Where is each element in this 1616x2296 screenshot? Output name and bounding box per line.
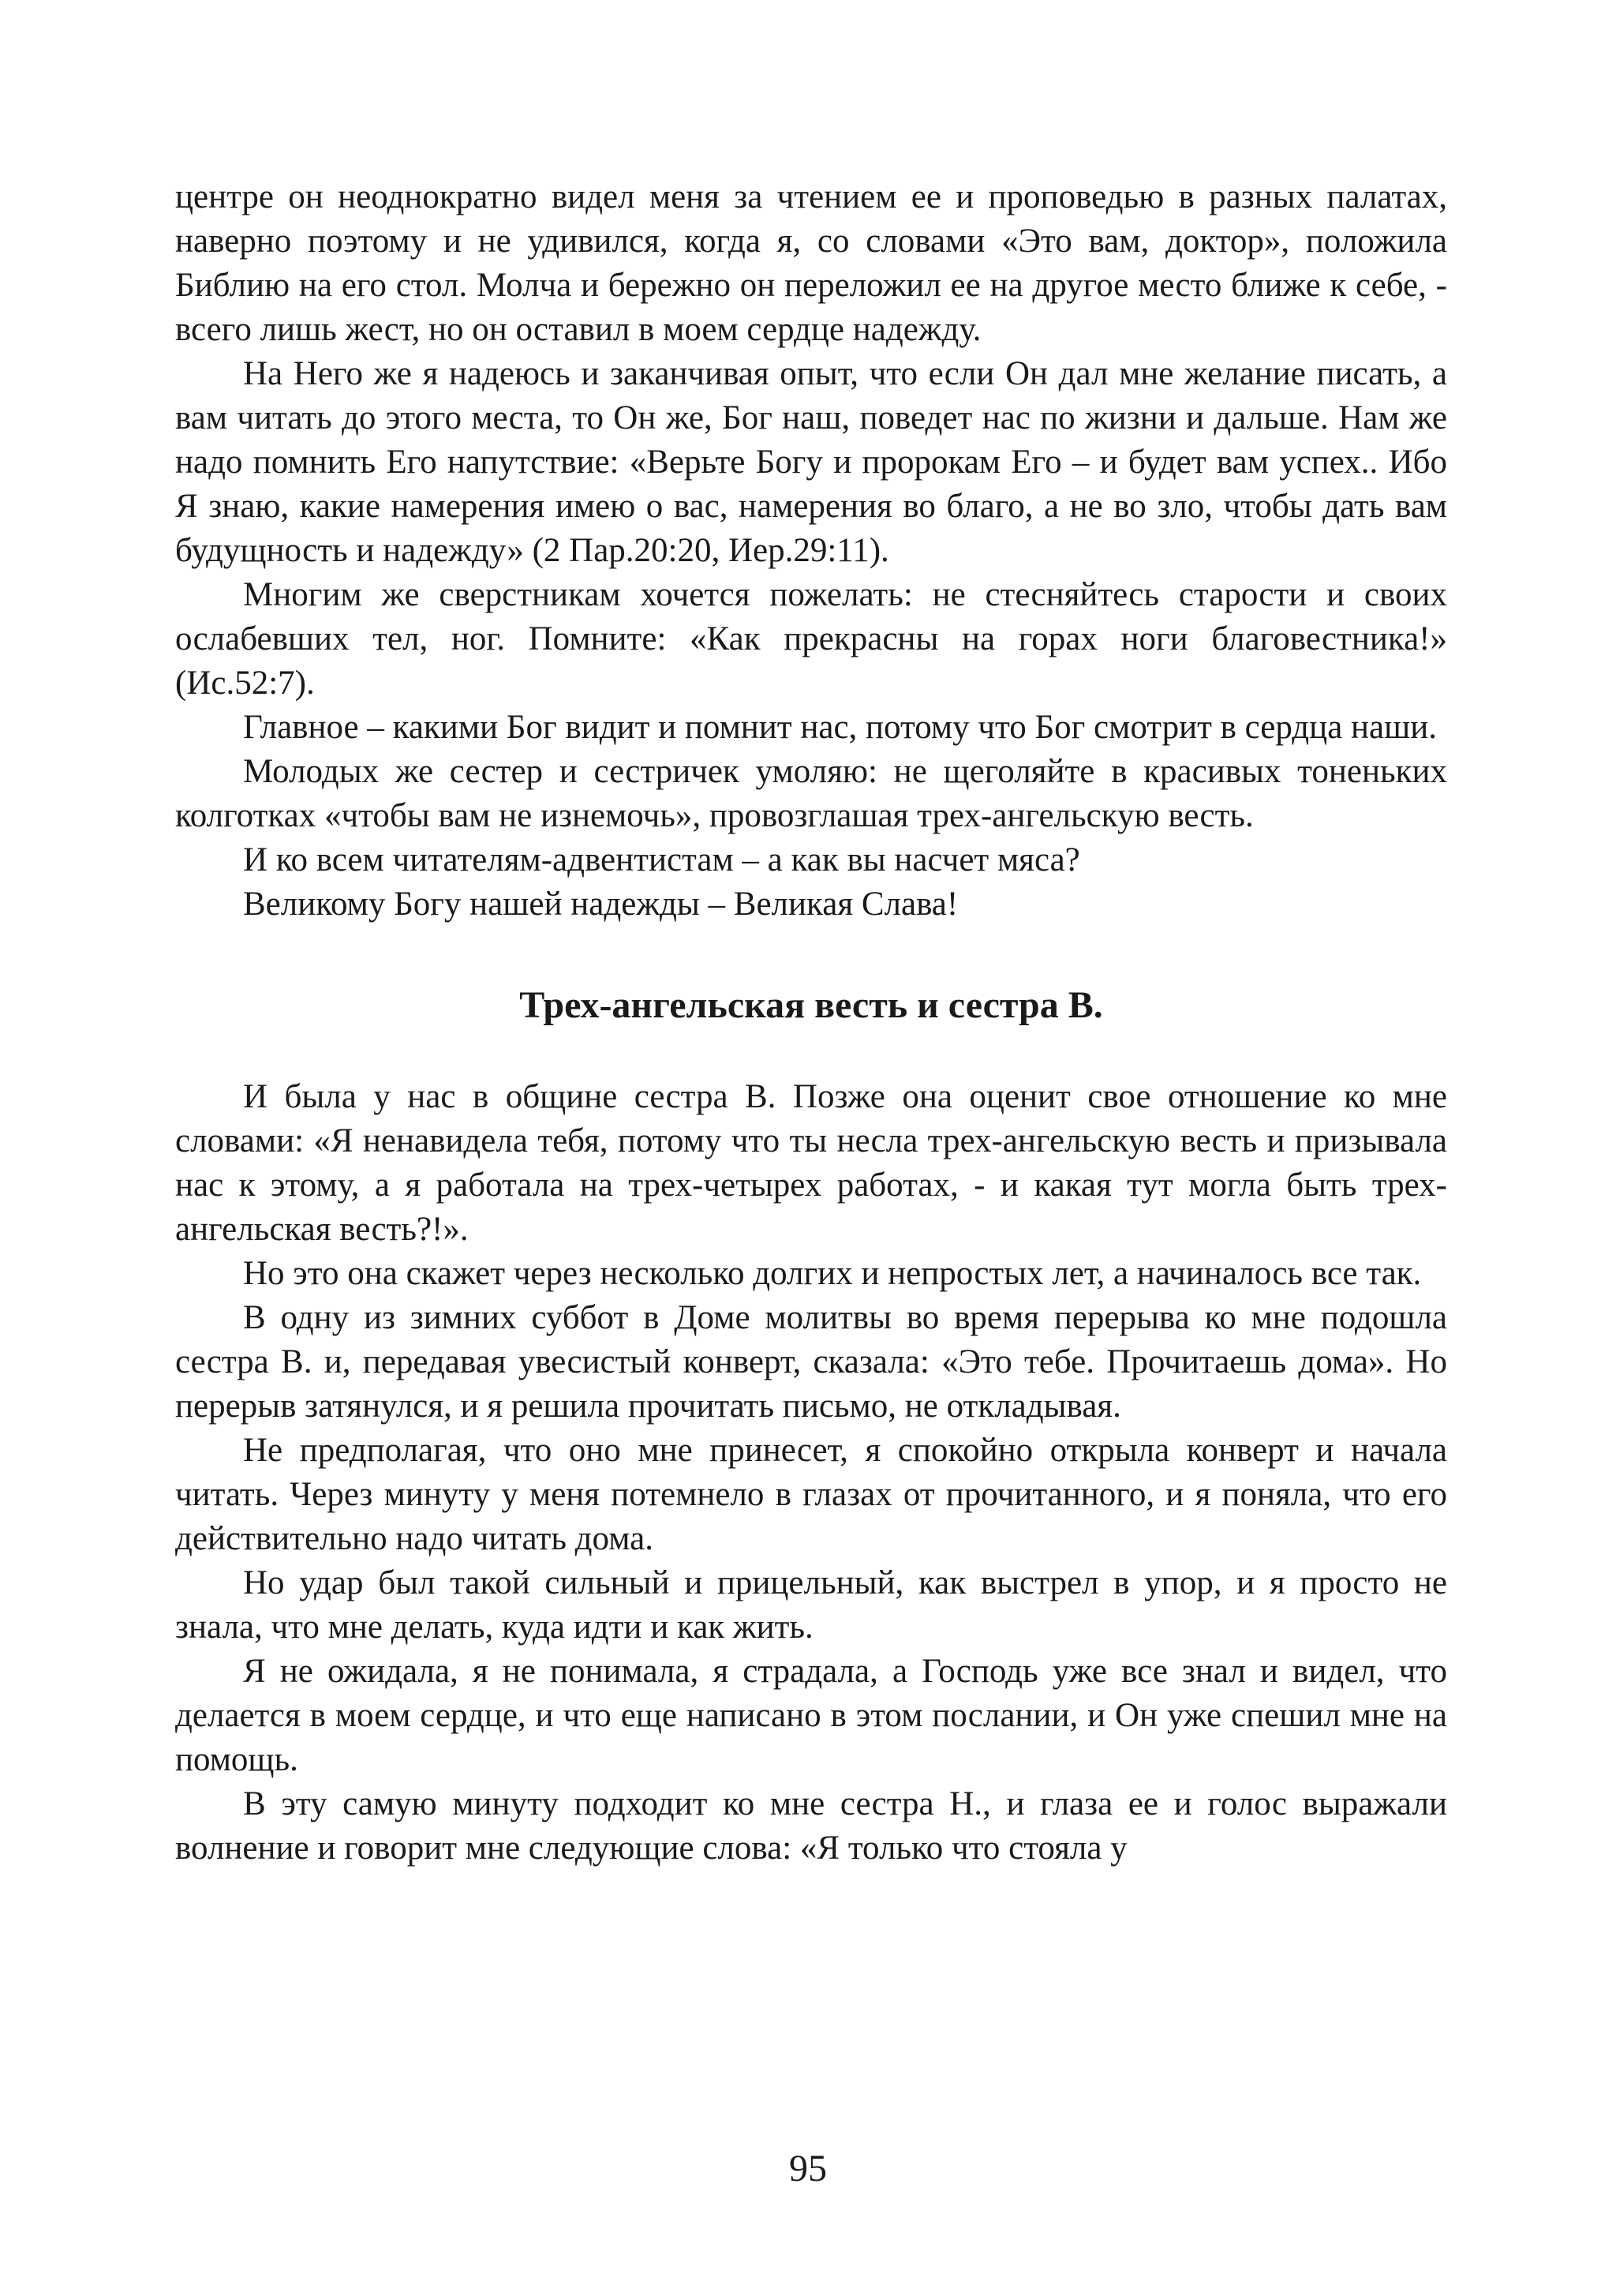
paragraph: Молодых же сестер и сестричек умоляю: не щеголяйте в красивых тоненьких колготках «чтобы вам не изнемочь», провозглашая трех-ангельскую весть. bbox=[175, 753, 1447, 834]
paragraph: В одну из зимних суббот в Доме молитвы во время перерыва ко мне подошла сестра В. и, передавая увесистый конверт, сказала: «Это тебе. Прочитаешь дома». Но перерыв затянулся, и я решила прочитать письмо, не откладывая. bbox=[175, 1299, 1447, 1425]
paragraph: Главное – какими Бог видит и помнит нас, потому что Бог смотрит в сердца наши. bbox=[243, 709, 1437, 746]
paragraph: центре он неоднократно видел меня за чтением ее и проповедью в разных палатах, наверно поэтому и не удивился, когда я, со словами «Это вам, доктор», положила Библию на его стол. Молча и бережно он переложил ее на другое место ближе к себе, - всего лишь жест, но он оставил в моем сердце надежду. bbox=[175, 178, 1447, 348]
page-body bbox=[175, 175, 1447, 1871]
text-block-top bbox=[175, 175, 1447, 927]
paragraph: Великому Богу нашей надежды – Великая Слава! bbox=[243, 886, 959, 923]
paragraph: Многим же сверстникам хочется пожелать: не стесняйтесь старости и своих ослабевших тел, ног. Помните: «Как прекрасны на горах ноги благовестника!» (Ис.52:7). bbox=[175, 576, 1447, 702]
paragraph: В эту самую минуту подходит ко мне сестра Н., и глаза ее и голос выражали волнение и говорит мне следующие слова: «Я только что стояла у bbox=[175, 1785, 1447, 1867]
paragraph: Я не ожидала, я не понимала, я страдала, а Господь уже все знал и видел, что делается в моем сердце, и что еще написано в этом послании, и Он уже спешил мне на помощь. bbox=[175, 1653, 1447, 1778]
section-title: Трех-ангельская весть и сестра В. bbox=[519, 984, 1103, 1026]
page-number: 95 bbox=[789, 2148, 827, 2189]
paragraph: Но удар был такой сильный и прицельный, как выстрел в упор, и я просто не знала, что мне делать, куда идти и как жить. bbox=[175, 1564, 1447, 1646]
paragraph: Не предполагая, что оно мне принесет, я спокойно открыла конверт и начала читать. Через минуту у меня потемнело в глазах от прочитанного, и я поняла, что его действительно надо читать дома. bbox=[175, 1432, 1447, 1557]
paragraph: И была у нас в общине сестра В. Позже она оценит свое отношение ко мне словами: «Я ненавидела тебя, потому что ты несла трех-ангельскую весть и призывала нас к этому, а я работала на трех-четырех работах, - и какая тут могла быть трех-ангельская весть?!». bbox=[175, 1078, 1447, 1248]
paragraph: И ко всем читателям-адвентистам – а как вы насчет мяса? bbox=[243, 841, 1080, 878]
text-block-bottom bbox=[175, 1075, 1447, 1871]
paragraph: На Него же я надеюсь и заканчивая опыт, что если Он дал мне желание писать, а вам читать до этого места, то Он же, Бог наш, поведет нас по жизни и дальше. Нам же надо помнить Его напутствие: «Верьте Богу и пророкам Его – и будет вам успех.. Ибо Я знаю, какие намерения имею о вас, намерения во благо, а не во зло, чтобы дать вам будущность и надежду» (2 Пар.20:20, Иер.29:11). bbox=[175, 355, 1447, 569]
paragraph: Но это она скажет через несколько долгих и непростых лет, а начиналось все так. bbox=[243, 1255, 1422, 1292]
